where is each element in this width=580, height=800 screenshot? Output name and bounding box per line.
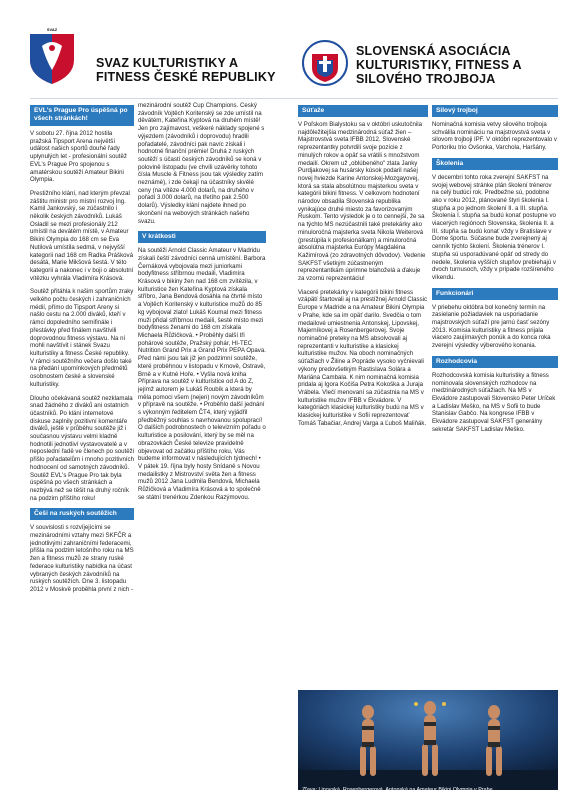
column-4 — [432, 102, 558, 688]
svaz-title: SVAZ KULTURISTIKY A FITNESS ČESKÉ REPUBLIKY — [96, 56, 276, 84]
article-paragraph: V priebehu októbra bol konečný termín na zasielanie požiadaviek na usporiadanie majstrovských súťaží pre jarnú časť sezóny 2013. Komisia kulturistiky a fitness prijala viacero zaujímavých ponúk a do konca roka zverejní výsledky výberového konania. — [432, 303, 551, 350]
sakfst-title: SLOVENSKÁ ASOCIÁCIA KULTURISTIKY, FITNESS A SILOVÉHO TROJBOJA — [356, 44, 522, 86]
section-russian-competitions-heading: Češi na ruských soutěžích — [30, 508, 134, 520]
article-paragraph: Na soutěži Arnold Classic Amateur v Madridu získali čeští závodníci cenná umístění. Barbora Černáková vybojovala mezi juniorkami bodyfitness stříbrnou medaili, Vladimíra Krásová v bikiny žen nad 168 cm zvítězila, v kulturistice žen Kateřina Kyptová získala stříbro, Jana Bendová dosáhla na čtvrté místo a Vojtěch Koritenský v kulturistice mužů do 85 kg vybojoval zlato! Lukáš Koumal mezi fitness muži přidal stříbrnou medaili, šesté místo mezi bodyfitness ženami do 168 cm získala Michaela Růžičková. • Proběhly další tři pohárové soutěže, Pražský pohár, HI-TEC Nutrition Grand Prix a Grand Prix PEPA Opava. Před námi jsou tak již jen podzimní soutěže, které proběhnou v listopadu v Krnově, Ostravě, Brně a v Kutné Hoře. • Vyšla nová kniha Příprava na soutěž v kulturistice od A do Z, jejímž autorem je Lukáš Roubík a která by měla pomoci všem (nejen) novým závodníkům v přípravě na soutěže. • Proběhlo další jednání s výkonným ředitelem ČT4, který vyjádřil předběžný souhlas s navrhovanou spoluprací! O dalších podrobnostech o televizním pořadu o kulturistice a posilování, který by se měl na obrazovkách České televize pravidelně objevovat od začátku příštího roku, Vás budeme informovat v následujících týdnech! • V pátek 19. října byly hosty Snídaně s Novou medailistky z Mistrovství světa žen a fitness mužů 2012 Jana Ludmila Bendová, Michaela Růžičková a Vladimíra Krásová a to společně se státní trenérkou Zdenkou Razýmovou. — [138, 247, 266, 501]
column-1 — [30, 102, 134, 792]
page-header — [0, 0, 580, 94]
photo-caption: Zľava: Lipovská, Rosenbergerová, Antonská na Amateur Bikini Olympia v Prahe — [302, 787, 493, 793]
section-competitions-heading: Súťaže — [298, 105, 428, 117]
article-paragraph: Viaceré pretekárky v kategórii bikini fitness vzápätí štartovali aj na prestížnej Arnold Classic Europe v Madride a na Amateur Bikini Olympia v Prahe, kde sa im opäť darilo. Svedčia o tom medailové umiestnenia Antonskej, Lipovskej, Majerníkovej a Rosenbergerovej. Svoje nominačné preteky na MS absolvovali aj reprezentanti v kulturistike a klasickej kulturistike mužov. Na oboch nominačných súťažiach v Žiline a Popráde vysoko vyčnievali výkony predovšetkým Rastislava Solára a Mariána Cambala. K nim nominačná komisia pridala aj Igora Kočiša Petra Kokoška a Juraja Vrábela. Vlečí menovaní sa zúčastnia na MS v kulturistike mužov IFBB v Ekvádore. V kategóriách klasickej kulturistiky budú na MS v klasickej kulturistike v Sofii reprezentovať Tomáš Tabačiar, Andrej Varga a Ľuboš Maliňák. — [298, 288, 428, 427]
article-paragraph: V Poľskom Bialystoku sa v októbri uskutočnila najdôležitejšia medzinárodná súťaž žien – Majstrovstvá sveta IFBB 2012. Slovenské reprezentantky potvrdili svoje pozície z minulých rokov a opäť sa vrátili s množstvom medailí. Okrem už „oblúbeného" zlata Janky Purdjakovej sa husársky kúsok podaril našej novej hviezde Karine Antonskej-Mozgayovej, ktorá sa stala absolútnou majsterkou sveta v kategórii bikini fitness. V celkovom hodnotení národov obsadila Slovenská republika vynikajúce druhé miesto za favorizovaným Ruskom. Tento výsledok je o to cennejší, že sa na týchto MS nezúčastnili také pretekárky ako minuloročná majsterka sveta Nikola Weiterová (prestúpila k profesionálkam) a minuloročná absolútna majsterka Európy Magdaléna Kažimírová (zo zdravotných dôvodov). Vedenie SAKFST všetkým zúčastneným reprezentantkám úprimne blahoželá a ďakuje za vzornú reprezentáciu! — [298, 121, 426, 283]
sakfst-logo — [302, 40, 348, 86]
column-2 — [138, 102, 266, 792]
section-powerlifting-heading: Silový trojboj — [432, 105, 558, 117]
article-paragraph: V souvislosti s rozvíjejícími se mezinárodními vztahy mezi SKFČR a jednotlivými zahraničními federacemi, přišla na podzim letošního roku na MS žen a fitness mužů ze strany ruské federace kulturistiky nabídka na účast vybraných českých závodníků na ruských soutěžích. Dne 3. listopadu 2012 v Moskvě proběhla první z nich - — [30, 524, 134, 593]
article-paragraph: Dlouho očekávaná soutěž nezklamala snad žádného z diváků ani ostatních účastníků. Po klání internetové diskuse zaplnily pozitivní komentáře diváků, ještě v průběhu soutěže již i současnou výstavu velmi kladně hodnotili jednotliví vystavovatelé a v neposlední řadě ve členech po soutěži přišlo pořadatelům i mnoho pozitivních hodnocení od samotných závodníků. Soutěž EVL's Prague Pro tak byla úspěšná po všech stránkách a nezbývá než se těšit na druhý ročník na podzim příštího roku! — [30, 394, 134, 502]
article-paragraph: Prestižního klání, nad kterým převzal záštitu ministr pro místní rozvoj Ing. Kamil Jankovský, se zúčastnilo i několik českých závodníků. Lukáš Osladil se mezi profesionály 212 umístil na devátém místě, v Amateur Bikini Olympia do 168 cm se Eva Nutilová umístila sedmá, v nejvyšší kategorii nad 168 cm Radka Prášková desátá, Marie Mikšová šestá. V této kategorii a nakonec i v boji o absolutní vítězku vyhrála Vladimíra Krásová. — [30, 189, 134, 282]
section-prague-pro-heading: EVL's Prague Pro úspěšná po všech stránkách! — [30, 105, 134, 126]
article-paragraph: Soutěž přitáhla k našim sportům zraky velkého počtu českých i zahraničních médií, přímo do Tipsport Areny si našlo cestu na 2.000 diváků, kteří v rámci dopoledního semifinále i přestávky před finálem navštívili doprovodnou fitness výstavu. Na ní mohli navštívit i stánek Svazu kulturistiky a fitness České republiky. V rámci soutěžního večera došlo také na předání upomínkových předmětů osobnostem české a slovenské kulturistiky. — [30, 288, 134, 388]
header-divider — [30, 98, 558, 99]
column-3 — [298, 102, 428, 688]
svg-text:SVAZ: SVAZ — [46, 27, 58, 32]
competition-photo — [298, 690, 558, 790]
svaz-logo — [24, 26, 80, 86]
section-judges-heading: Rozhodcovia — [432, 356, 558, 368]
section-in-brief-heading: V krátkosti — [138, 231, 266, 243]
article-paragraph: Rozhodcovská komisia kulturistiky a fitness nominovala slovenských rozhodcov na medzinárodných súťažiach. Na MS v Ekvádore zastupovali Slovensko Peter Uríček a Ladislav Meško, na MS v Sofii to bude Stanislav Gabčo. Na kongrese IFBB v Ekvádore zastupoval SAKFST generálny sekretár SAKFST Ladislav Meško. — [432, 371, 556, 433]
article-paragraph: V sobotu 27. října 2012 hostila pražská Tipsport Arena největší událost našich sportů douhé řady uplynulých let - profesionální soutěž EVL's Prague Pro spojenou s amatérskou soutěží Amateur Bikini Olympia. — [30, 130, 127, 184]
section-training-heading: Školenia — [432, 158, 558, 170]
article-paragraph: V decembri tohto roka zverejní SAKFST na svojej webovej stránke plán školení trénerov na celý budúci rok. Predbežne sú, podobne ako v roku 2012, plánované štyri školenia I. stupňa a po jednom školení II. a III. stupňa. Školenia I. stupňa sa budú konať postupne vo viacerých regiónoch Slovenska, školenia II. a III. stupňa sa budú konať vždy v Bratislave v Dome športu. Súčasne bude zverejnený aj cenník týchto školení. Školenia trénerov I. stupňa sú usporadúvané opäť od stredy do nedele, školenia vyšších stupňov prebiehajú v dvoch turnusoch, vždy v prípade rozšíreného víkendu. — [432, 173, 556, 281]
article-paragraph: mezinárodní soutěž Cup Champions. Český závodník Vojtěch Koritenský se zde umístil na děvátém, Kateřina Kyptová na druhém místě! Jen pro zajímavost, veškeré náklady spojené s výjezdem (závodníků i doprovodu) hradili pořadatelé, závodníci pak navíc získali i hodnotné finanční prémie! Druhá z ruských soutěží s účastí českých závodníků se koná v polovině listopadu (ve chvíli uzávěrky tohoto čísla Muscle & Fitness jsou tak výsledky zatím neznámé), i zde čekají na účastníky skvělé ceny (na vítěze 4.000 dolarů, na druhého v pořadí 3.000 dolarů, na třetího pak 2.500 dolarů). Výsledky klání najdete ihned po skončení na webových stránkách našeho svazu. — [138, 102, 265, 225]
article-paragraph: Nominačná komisia vetvy silového trojboja schválila nomináciu na majstrovstvá sveta v silovom trojboji IPF. V októbri reprezentovalo v Portoriku trio Ovšonka, Varchola, Haršány. — [432, 121, 557, 152]
section-officials-heading: Funkcionári — [432, 288, 558, 300]
